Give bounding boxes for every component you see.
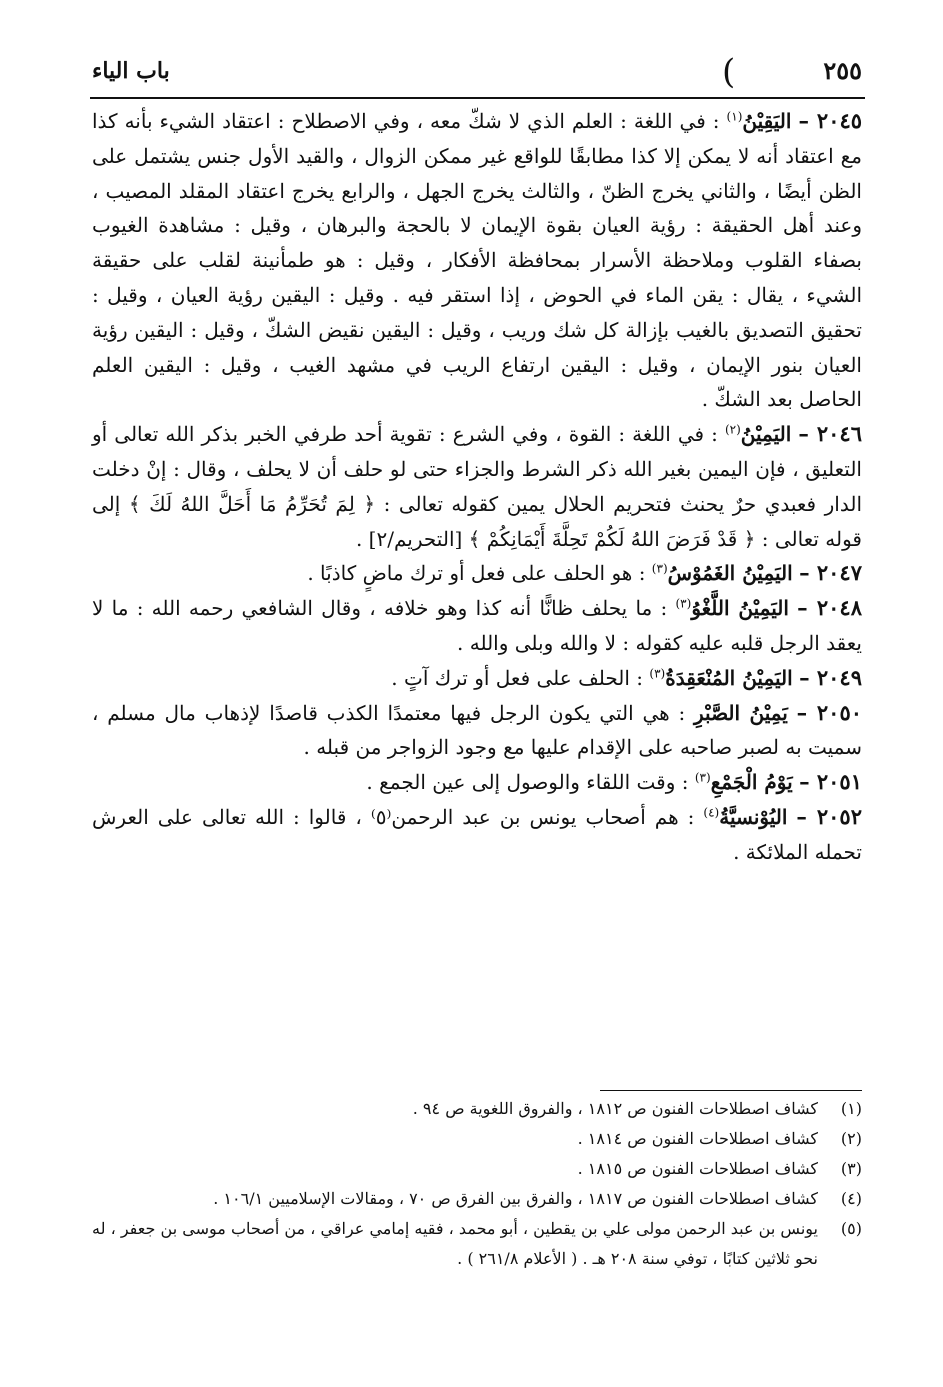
entry-number: ٢٠٤٧ – [799,560,862,586]
entry-2052 [92,800,862,870]
footnote-mark: (٥) [840,1219,862,1238]
entry-number: ٢٠٥١ – [799,769,862,795]
footnote-ref[interactable]: (٣) [675,596,692,611]
footnote-ref[interactable]: (١) [726,109,743,124]
entry-2049 [92,661,862,696]
footnote-ref[interactable]: (٤) [703,805,720,820]
entry-definition: : هم أصحاب يونس بن عبد الرحمن⁽٥⁾ ، قالوا : الله تعالى على العرش تحمله الملائكة . [92,804,862,864]
entry-definition: : الحلف على فعل أو ترك آتٍ . [391,665,644,690]
entry-number: ٢٠٤٩ – [799,664,862,690]
footnote-text: يونس بن عبد الرحمن مولى علي بن يقطين ، أبو محمد ، فقيه إمامي عراقي ، من أصحاب موسى بن جعفر ، له نحو ثلاثين كتابًا ، توفي سنة ٢٠٨ هـ . ( الأعلام ٢٦١/٨ ) . [92,1219,818,1268]
footnote-ref[interactable]: (٢) [724,422,741,437]
entry-2050 [92,696,862,766]
entry-term: اليَقِيْنُ [742,109,792,133]
entry-definition: : في اللغة : العلم الذي لا شكّ معه ، وفي الاصطلاح : اعتقاد الشيء بأنه كذا مع اعتقاد أنه لا يمكن إلا كذا مطابقًا للواقع غير ممكن الزوال ، والقيد الأول جنس يشتمل على الظن أيضًا ، والثاني يخرج الظنّ ، والثالث يخرج الجهل ، والرابع يخرج اعتقاد المقلد المصيب ، وعند أهل الحقيقة : رؤية العيان بقوة الإيمان لا بالحجة والبرهان ، وقيل : مشاهدة الغيوب بصفاء القلوب وملاحظة الأسرار بمحافظة الأفكار ، وقيل : هو طمأنينة لقلب على حقيقة الشيء ، يقال : يقن الماء في الحوض ، إذا استقر فيه . وقيل : اليقين رؤية العيان ، وقيل : تحقيق التصديق بالغيب بإزالة كل شك وريب ، وقيل : اليقين نقيض الشكّ ، وقيل : اليقين رؤية العيان بنور الإيمان ، وقيل : اليقين ارتفاع الريب في مشهد الغيب ، وقيل : اليقين العلم الحاصل بعد الشكّ . [92,109,862,412]
footnote-5 [92,1214,862,1274]
footnote-ref[interactable]: (٣) [649,666,666,681]
entry-definition: : هي التي يكون الرجل فيها معتمدًا الكذب قاصدًا لإذهاب مال مسلم ، سميت به لصبر صاحبه على الإقدام عليها مع وجود الزواجر من قبله . [92,700,862,760]
footnote-2 [92,1124,862,1154]
footnote-text: كشاف اصطلاحات الفنون ص ١٨١٤ . [577,1129,818,1148]
section-title: باب الياء [92,58,170,84]
footnote-mark: (٤) [840,1189,862,1208]
page-number: ٢٥٥ [823,56,862,85]
entry-2051 [92,765,862,800]
entry-term: اليَمِيْنُ المُنْعَقِدَةُ [665,665,793,690]
entry-number: ٢٠٤٦ – [798,421,862,447]
footnote-mark: (١) [840,1099,862,1118]
footnote-mark: (٢) [840,1129,862,1148]
footnote-text: كشاف اصطلاحات الفنون ص ١٨١٢ ، والفروق اللغوية ص ٩٤ . [412,1099,818,1118]
footnote-3 [92,1154,862,1184]
main-text [92,104,862,870]
entry-term: اليَمِيْنُ اللَّغْوُ [691,596,789,621]
footnotes [92,1094,862,1274]
entry-term: يَمِيْنُ الصَّبْرِ [694,700,788,725]
entry-term: اليُوْنسيَّةُ [719,804,788,829]
entry-term: يَوْمُ الْجَمْعِ [710,770,793,795]
footnote-text: كشاف اصطلاحات الفنون ص ١٨١٥ . [577,1159,818,1178]
header-ornament: ) [722,52,736,92]
entry-term: اليَمِيْنُ الغَمُوْسُ [667,561,793,586]
entry-number: ٢٠٥٢ – [796,803,862,829]
footnote-1 [92,1094,862,1124]
entry-number: ٢٠٤٨ – [797,595,862,621]
footnote-rule [600,1090,862,1091]
entry-definition: : ما يحلف ظانًّا أنه كذا وهو خلافه ، وقال الشافعي رحمه الله : ما لا يعقد الرجل قلبه عليه كقوله : لا والله وبلى والله . [92,596,862,655]
entry-number: ٢٠٥٠ – [796,699,863,725]
entry-2046 [92,417,862,556]
entry-definition: : وقت اللقاء والوصول إلى عين الجمع . [366,770,689,795]
header-rule [90,97,865,99]
entry-2047 [92,556,862,591]
footnote-mark: (٣) [840,1159,862,1178]
entry-definition: : في اللغة : القوة ، وفي الشرع : تقوية أحد طرفي الخبر بذكر الله تعالى أو التعليق ، فإن اليمين بغير الله ذكر الشرط والجزاء حتى لو حلف أن لا يحلف ، وقال : إنْ دخلت الدار فعبدي حرٌ يحنث فتحريم الحلال يمين كقوله تعالى : ﴿ لِمَ تُحَرِّمُ مَا أَحَلَّ اللهُ لَكَ ﴾ إلى قوله تعالى : ﴿ قَدْ فَرَضَ اللهُ لَكُمْ تَحِلَّةَ أَيْمَانِكُمْ ﴾ [التحريم/٢] . [92,422,862,551]
entry-2045 [92,104,862,417]
footnote-ref[interactable]: (٣) [651,561,668,576]
footnote-ref[interactable]: (٣) [694,770,711,785]
page-header [92,52,862,92]
entry-number: ٢٠٤٥ – [798,108,863,133]
entry-term: اليَمِيْنُ [740,422,792,447]
entry-2048 [92,591,862,661]
footnote-text: كشاف اصطلاحات الفنون ص ١٨١٧ ، والفرق بين الفرق ص ٧٠ ، ومقالات الإسلاميين ١٠٦/١ . [213,1189,818,1208]
footnote-4 [92,1184,862,1214]
entry-definition: : هو الحلف على فعل أو ترك ماضٍ كاذبًا . [307,561,646,586]
